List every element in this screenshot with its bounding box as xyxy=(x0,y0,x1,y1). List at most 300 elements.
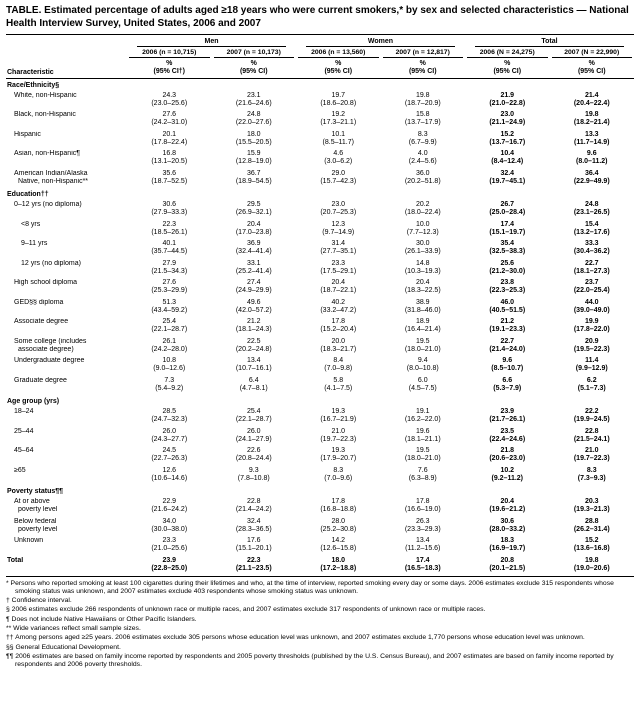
ci-value: (24.7–32.3) xyxy=(151,416,188,424)
percent-value: 13.4 xyxy=(415,537,430,545)
ci-value: (24.2–31.0) xyxy=(151,119,188,127)
row-label: ≥65 xyxy=(14,466,26,474)
row-label: 45–64 xyxy=(14,447,34,455)
value-cell xyxy=(550,317,635,337)
percent-value: 20.4 xyxy=(246,220,261,228)
percent-value: 22.3 xyxy=(246,556,261,564)
percent-value: 17.8 xyxy=(331,498,346,506)
percent-value: 17.8 xyxy=(331,318,346,326)
percent-value: 19.5 xyxy=(415,447,430,455)
ci-value: (17.8–22.4) xyxy=(151,138,188,146)
value-cell xyxy=(465,169,550,189)
ci-value: (24.9–29.9) xyxy=(235,287,272,295)
ci-value: (4.5–7.5) xyxy=(408,384,437,392)
percent-value: 20.4 xyxy=(500,498,515,506)
group-header-women xyxy=(296,34,465,47)
ci-value: (26.2–31.4) xyxy=(573,525,610,533)
table-row xyxy=(6,169,634,189)
ci-value: (43.4–59.2) xyxy=(151,306,188,314)
value-cell xyxy=(296,91,381,111)
percent-value: 18.3 xyxy=(500,537,515,545)
value-cell xyxy=(465,446,550,466)
ci-value: (5.3–7.9) xyxy=(493,384,522,392)
characteristic-header: Characteristic xyxy=(6,58,127,79)
ci-value: (32.5–38.3) xyxy=(489,248,526,256)
value-cell xyxy=(212,149,297,169)
value-cell xyxy=(127,220,212,240)
ci-value: (16.7–21.9) xyxy=(320,416,357,424)
percent-value: 40.2 xyxy=(331,298,346,306)
percent-value: 30.0 xyxy=(415,240,430,248)
ci-value: (21.5–34.3) xyxy=(151,267,188,275)
value-cell xyxy=(127,317,212,337)
ci-value: (11.7–14.9) xyxy=(574,138,610,146)
ci-value: (19.7–22.3) xyxy=(573,455,610,463)
row-label: White, non-Hispanic xyxy=(14,91,77,99)
value-cell xyxy=(127,278,212,298)
percent-value: 12.3 xyxy=(331,220,346,228)
percent-value: 19.5 xyxy=(415,337,430,345)
subheader-col-6 xyxy=(550,58,635,79)
group-header-spacer xyxy=(6,34,127,47)
ci-value: (39.0–49.0) xyxy=(573,306,610,314)
percent-value: 28.0 xyxy=(331,517,346,525)
percent-value: 20.0 xyxy=(331,337,346,345)
percent-value: 28.5 xyxy=(162,408,177,416)
percent-value: 23.0 xyxy=(500,111,515,119)
ci-value: (18.0–22.4) xyxy=(404,209,441,217)
value-cell xyxy=(296,130,381,150)
ci-value: (20.1–21.5) xyxy=(489,564,526,572)
footnotes xyxy=(6,580,634,670)
percent-value: 13.4 xyxy=(246,357,261,365)
percent-value: 29.0 xyxy=(331,169,346,177)
ci-value: (18.7–22.1) xyxy=(320,287,357,295)
section-row xyxy=(6,395,634,407)
ci-value: (20.7–25.3) xyxy=(320,209,357,217)
percent-value: 9.6 xyxy=(586,150,597,158)
value-cell xyxy=(550,91,635,111)
value-cell xyxy=(127,466,212,486)
percent-value: 6.0 xyxy=(417,376,428,384)
pct-label: % xyxy=(335,59,342,67)
value-cell xyxy=(550,517,635,537)
value-cell xyxy=(296,110,381,130)
percent-value: 28.8 xyxy=(584,517,599,525)
percent-value: 34.0 xyxy=(162,517,177,525)
value-cell xyxy=(212,337,297,357)
percent-value: 17.4 xyxy=(500,220,515,228)
footnote: †† Among persons aged ≥25 years. 2006 estimates exclude 305 persons whose education level was unknown, and 2007 estimates exclude 1,770 persons whose education level was unknown. xyxy=(6,634,585,642)
percent-value: 7.3 xyxy=(164,376,175,384)
ci-value: (23.3–29.3) xyxy=(404,525,441,533)
value-cell xyxy=(212,356,297,376)
table-row xyxy=(6,220,634,240)
row-label: Undergraduate degree xyxy=(14,357,85,365)
percent-value: 19.8 xyxy=(584,111,599,119)
percent-value: 25.4 xyxy=(246,408,261,416)
percent-value: 27.6 xyxy=(162,279,177,287)
ci-value: (40.5–51.5) xyxy=(489,306,526,314)
ci-value: (30.4–36.2) xyxy=(573,248,610,256)
percent-value: 14.2 xyxy=(331,537,346,545)
pct-label: % xyxy=(166,59,173,67)
percent-value: 49.6 xyxy=(246,298,261,306)
ci-value: (27.9–33.3) xyxy=(151,209,188,217)
ci-value: (22.1–28.7) xyxy=(235,416,272,424)
table-body xyxy=(6,78,634,576)
value-cell xyxy=(381,337,466,357)
ci-value: (16.5–18.3) xyxy=(404,564,441,572)
ci-value: (9.0–12.6) xyxy=(153,365,186,373)
ci-value: (28.3–36.5) xyxy=(235,525,272,533)
table-row xyxy=(6,536,634,556)
ci-value: (3.0–6.2) xyxy=(324,158,353,166)
subheader-col-2 xyxy=(212,58,297,79)
value-cell xyxy=(550,497,635,517)
ci-label: (95% CI†) xyxy=(153,67,185,75)
ci-value: (23.1–26.5) xyxy=(573,209,610,217)
value-cell xyxy=(296,169,381,189)
percent-value: 6.2 xyxy=(586,376,597,384)
value-cell xyxy=(212,497,297,517)
percent-value: 40.1 xyxy=(162,240,177,248)
subheader-col-3 xyxy=(296,58,381,79)
percent-value: 26.7 xyxy=(500,201,515,209)
col-header-men-2007: 2007 (n = 10,173) xyxy=(212,47,297,58)
ci-value: (27.7–35.1) xyxy=(320,248,357,256)
ci-value: (15.1–20.1) xyxy=(235,545,272,553)
value-cell xyxy=(550,149,635,169)
value-cell xyxy=(550,536,635,556)
percent-value: 17.4 xyxy=(415,556,430,564)
ci-value: (7.7–12.3) xyxy=(406,228,439,236)
ci-value: (25.2–30.8) xyxy=(320,525,357,533)
ci-value: (9.2–11.2) xyxy=(491,474,524,482)
value-cell xyxy=(212,556,297,577)
ci-value: (7.3–9.3) xyxy=(577,474,606,482)
value-cell xyxy=(296,517,381,537)
ci-value: (8.0–11.2) xyxy=(575,158,608,166)
table-row xyxy=(6,200,634,220)
percent-value: 14.8 xyxy=(415,259,430,267)
value-cell xyxy=(127,130,212,150)
table-row xyxy=(6,356,634,376)
value-cell xyxy=(296,376,381,396)
ci-value: (19.3–21.3) xyxy=(573,506,610,514)
table-row xyxy=(6,239,634,259)
value-cell xyxy=(127,376,212,396)
value-cell xyxy=(550,239,635,259)
value-cell xyxy=(465,278,550,298)
value-cell xyxy=(381,259,466,279)
ci-value: (18.7–52.5) xyxy=(151,177,188,185)
value-cell xyxy=(381,517,466,537)
ci-value: (24.1–27.9) xyxy=(235,435,272,443)
percent-value: 21.9 xyxy=(500,91,515,99)
ci-value: (28.0–33.2) xyxy=(489,525,526,533)
value-cell xyxy=(127,169,212,189)
table-row xyxy=(6,407,634,427)
percent-value: 19.3 xyxy=(331,408,346,416)
ci-label: (95% CI) xyxy=(239,67,268,75)
ci-value: (25.3–29.9) xyxy=(151,287,188,295)
percent-value: 17.6 xyxy=(246,537,261,545)
value-cell xyxy=(381,556,466,577)
value-cell xyxy=(212,110,297,130)
ci-value: (7.0–9.6) xyxy=(324,474,353,482)
n-header-spacer xyxy=(6,47,127,58)
value-cell xyxy=(212,407,297,427)
percent-value: 23.5 xyxy=(500,427,515,435)
percent-value: 10.0 xyxy=(415,220,430,228)
row-label: <8 yrs xyxy=(21,220,41,228)
table-row xyxy=(6,278,634,298)
value-cell xyxy=(212,259,297,279)
value-cell xyxy=(127,149,212,169)
value-cell xyxy=(550,130,635,150)
percent-value: 10.4 xyxy=(500,150,515,158)
percent-value: 15.2 xyxy=(500,130,515,138)
ci-value: (20.2–51.8) xyxy=(404,177,441,185)
value-cell xyxy=(127,91,212,111)
percent-value: 19.9 xyxy=(584,318,599,326)
ci-value: (6.7–9.9) xyxy=(408,138,437,146)
ci-value: (24.2–28.0) xyxy=(151,345,188,353)
percent-value: 21.2 xyxy=(246,318,261,326)
ci-label: (95% CI) xyxy=(577,67,606,75)
percent-value: 21.0 xyxy=(584,447,599,455)
ci-value: (9.7–14.9) xyxy=(322,228,355,236)
row-label: American Indian/Alaska Native, non-Hispanic** xyxy=(14,169,89,185)
percent-value: 27.9 xyxy=(162,259,177,267)
value-cell xyxy=(550,169,635,189)
ci-value: (33.2–47.2) xyxy=(320,306,357,314)
ci-value: (13.6–16.8) xyxy=(573,545,610,553)
table-row xyxy=(6,497,634,517)
ci-value: (22.1–28.7) xyxy=(151,326,188,334)
ci-value: (17.2–18.8) xyxy=(320,564,357,572)
col-header-women-2007: 2007 (n = 12,817) xyxy=(381,47,466,58)
percent-value: 15.2 xyxy=(584,537,599,545)
ci-value: (25.0–28.4) xyxy=(489,209,526,217)
ci-value: (18.5–26.1) xyxy=(151,228,188,236)
percent-value: 15.8 xyxy=(415,111,430,119)
value-cell xyxy=(296,220,381,240)
percent-value: 26.0 xyxy=(162,427,177,435)
percent-value: 29.5 xyxy=(246,201,261,209)
ci-value: (11.2–15.6) xyxy=(405,545,441,553)
percent-value: 26.1 xyxy=(162,337,177,345)
section-label: Age group (yrs) xyxy=(7,398,60,406)
section-row xyxy=(6,485,634,497)
value-cell xyxy=(212,91,297,111)
footnote: §§ General Educational Development. xyxy=(6,643,121,651)
value-cell xyxy=(212,169,297,189)
ci-value: (18.7–20.9) xyxy=(404,99,441,107)
value-cell xyxy=(212,130,297,150)
ci-value: (21.4–24.0) xyxy=(489,345,526,353)
value-cell xyxy=(465,536,550,556)
ci-value: (16.8–18.8) xyxy=(320,506,357,514)
percent-value: 46.0 xyxy=(500,298,515,306)
value-cell xyxy=(381,200,466,220)
percent-value: 9.6 xyxy=(502,357,513,365)
percent-value: 7.6 xyxy=(417,466,428,474)
value-cell xyxy=(465,110,550,130)
footnote: ¶ Does not include Native Hawaiians or Other Pacific Islanders. xyxy=(6,615,197,623)
value-cell xyxy=(381,130,466,150)
row-label: Black, non-Hispanic xyxy=(14,111,76,119)
value-cell xyxy=(212,220,297,240)
table-row xyxy=(6,91,634,111)
ci-value: (9.9–12.9) xyxy=(575,365,608,373)
value-cell xyxy=(381,427,466,447)
percent-value: 38.9 xyxy=(415,298,430,306)
value-cell xyxy=(465,466,550,486)
percent-value: 18.0 xyxy=(331,556,346,564)
ci-value: (15.1–19.7) xyxy=(489,228,526,236)
ci-value: (17.9–20.7) xyxy=(320,455,357,463)
group-header-total xyxy=(465,34,634,47)
value-cell xyxy=(296,317,381,337)
ci-value: (4.7–8.1) xyxy=(239,384,268,392)
footnote: † Confidence interval. xyxy=(6,597,72,605)
ci-value: (17.8–22.0) xyxy=(573,326,610,334)
value-cell xyxy=(127,298,212,318)
ci-value: (5.4–9.2) xyxy=(155,384,184,392)
section-label: Poverty status¶¶ xyxy=(7,488,64,496)
row-label: Unknown xyxy=(14,537,44,545)
value-cell xyxy=(296,149,381,169)
value-cell xyxy=(296,356,381,376)
ci-value: (13.7–17.9) xyxy=(404,119,441,127)
footnote: * Persons who reported smoking at least 100 cigarettes during their lifetimes and who, at the time of interview, reported smoking every day or some days. 2006 estimates exclude 315 respondents whose smoking status was unknown, and 2007 estimates exclude 403 respondents whose smoking status was unknown. xyxy=(6,579,614,595)
value-cell xyxy=(465,517,550,537)
subheader-col-1 xyxy=(127,58,212,79)
ci-value: (30.0–38.0) xyxy=(151,525,188,533)
percent-value: 9.3 xyxy=(248,466,259,474)
value-cell xyxy=(381,110,466,130)
value-cell xyxy=(550,376,635,396)
percent-value: 32.4 xyxy=(246,517,261,525)
value-cell xyxy=(127,536,212,556)
value-cell xyxy=(550,278,635,298)
percent-value: 27.6 xyxy=(162,111,177,119)
value-cell xyxy=(296,298,381,318)
ci-value: (20.8–24.4) xyxy=(235,455,272,463)
table-row xyxy=(6,110,634,130)
ci-value: (16.4–21.4) xyxy=(404,326,441,334)
group-header-row xyxy=(6,34,634,47)
ci-value: (16.9–19.7) xyxy=(489,545,526,553)
value-cell xyxy=(212,376,297,396)
percent-value: 24.8 xyxy=(584,201,599,209)
percent-value: 10.1 xyxy=(331,130,346,138)
percent-value: 19.7 xyxy=(331,91,346,99)
value-cell xyxy=(381,317,466,337)
ci-value: (17.3–21.1) xyxy=(320,119,357,127)
value-cell xyxy=(465,497,550,517)
ci-value: (19.7–45.1) xyxy=(489,177,526,185)
ci-value: (10.7–16.1) xyxy=(235,365,272,373)
value-cell xyxy=(465,376,550,396)
row-label: High school diploma xyxy=(14,279,78,287)
section-label: Education†† xyxy=(7,191,49,199)
ci-value: (20.2–24.8) xyxy=(235,345,272,353)
value-cell xyxy=(465,337,550,357)
row-label: At or above poverty level xyxy=(14,498,58,514)
table-row xyxy=(6,517,634,537)
ci-value: (18.1–21.1) xyxy=(404,435,441,443)
row-label: Total xyxy=(6,556,127,577)
ci-value: (6.3–8.9) xyxy=(408,474,437,482)
ci-value: (20.4–22.4) xyxy=(573,99,610,107)
ci-value: (42.0–57.2) xyxy=(235,306,272,314)
ci-value: (8.5–10.7) xyxy=(491,365,524,373)
value-cell xyxy=(296,536,381,556)
value-cell xyxy=(381,278,466,298)
ci-value: (22.9–49.9) xyxy=(573,177,610,185)
percent-value: 25.6 xyxy=(500,259,515,267)
ci-value: (19.5–22.3) xyxy=(573,345,610,353)
ci-value: (19.9–24.5) xyxy=(573,416,610,424)
table-row xyxy=(6,259,634,279)
percent-value: 33.1 xyxy=(246,259,261,267)
ci-value: (22.8–25.0) xyxy=(151,564,188,572)
percent-value: 27.4 xyxy=(246,279,261,287)
percent-value: 18.0 xyxy=(246,130,261,138)
ci-label: (95% CI) xyxy=(324,67,353,75)
percent-value: 8.4 xyxy=(333,357,344,365)
value-cell xyxy=(127,497,212,517)
row-label: 25–44 xyxy=(14,427,34,435)
percent-value: 5.8 xyxy=(333,376,344,384)
value-cell xyxy=(381,91,466,111)
value-cell xyxy=(465,149,550,169)
percent-value: 8.3 xyxy=(586,466,597,474)
value-cell xyxy=(381,376,466,396)
ci-value: (26.9–32.1) xyxy=(235,209,272,217)
n-header-row xyxy=(6,47,634,58)
ci-value: (21.0–22.8) xyxy=(489,99,526,107)
ci-value: (4.1–7.5) xyxy=(324,384,353,392)
percent-value: 19.3 xyxy=(331,447,346,455)
percent-value: 24.3 xyxy=(162,91,177,99)
row-label: 0–12 yrs (no diploma) xyxy=(14,201,82,209)
value-cell xyxy=(127,407,212,427)
percent-value: 22.8 xyxy=(246,498,261,506)
subheader-col-5 xyxy=(465,58,550,79)
value-cell xyxy=(212,200,297,220)
subheader-row xyxy=(6,58,634,79)
pct-label: % xyxy=(250,59,257,67)
ci-value: (2.4–5.6) xyxy=(408,158,437,166)
row-label: 9–11 yrs xyxy=(21,240,48,248)
percent-value: 23.3 xyxy=(331,259,346,267)
percent-value: 19.1 xyxy=(415,408,430,416)
value-cell xyxy=(465,356,550,376)
ci-value: (19.0–20.6) xyxy=(573,564,610,572)
table-row xyxy=(6,446,634,466)
value-cell xyxy=(465,427,550,447)
percent-value: 20.4 xyxy=(331,279,346,287)
ci-value: (16.2–22.0) xyxy=(404,416,441,424)
col-header-total-2006: 2006 (N = 24,275) xyxy=(465,47,550,58)
ci-value: (18.3–21.7) xyxy=(320,345,357,353)
ci-value: (13.2–17.6) xyxy=(573,228,610,236)
percent-value: 30.6 xyxy=(162,201,177,209)
